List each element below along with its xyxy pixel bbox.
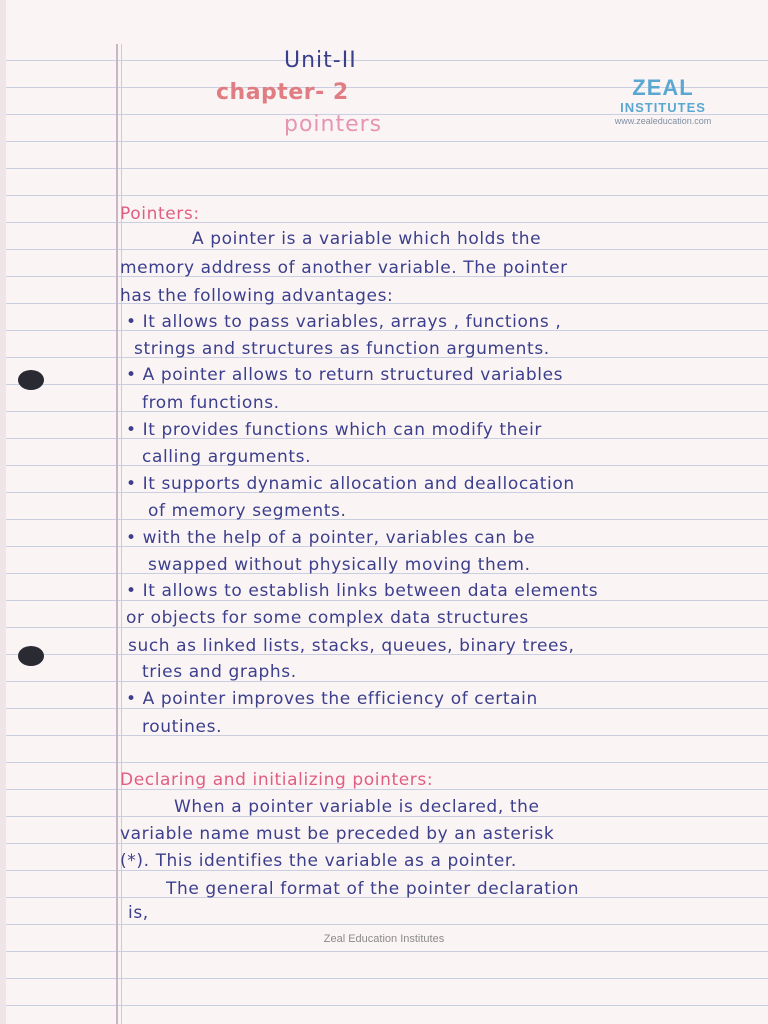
zeal-logo [598, 76, 728, 127]
text-line: memory address of another variable. The pointer [120, 258, 568, 278]
text-line: of memory segments. [148, 501, 347, 521]
bullet-item: • It allows to establish links between data elements [126, 581, 599, 601]
punch-hole-icon [18, 646, 44, 666]
chapter-title: chapter- 2 [216, 80, 349, 105]
logo-website: www.zealeducation.com [614, 116, 712, 126]
text-line: swapped without physically moving them. [148, 555, 531, 575]
margin-line [116, 44, 118, 1024]
bullet-item: • A pointer improves the efficiency of certain [126, 689, 538, 709]
footer-watermark: Zeal Education Institutes [323, 933, 445, 945]
logo-subtitle: INSTITUTES [620, 100, 706, 115]
logo-name: ZEAL [632, 75, 694, 100]
text-line: variable name must be preceded by an asterisk [120, 824, 555, 844]
bullet-item: • It allows to pass variables, arrays , functions , [126, 312, 562, 332]
text-line: strings and structures as function arguments. [134, 339, 550, 359]
text-line: or objects for some complex data structures [126, 608, 529, 628]
text-line: routines. [142, 717, 223, 737]
text-line: (*). This identifies the variable as a pointer. [120, 851, 517, 871]
section-heading-declaring: Declaring and initializing pointers: [120, 770, 434, 790]
text-line: from functions. [142, 393, 280, 413]
bullet-item: • A pointer allows to return structured variables [126, 365, 564, 385]
bullet-item: • It provides functions which can modify their [126, 420, 543, 440]
margin-line-inner [121, 44, 122, 1024]
text-line: is, [128, 903, 149, 923]
punch-hole-icon [18, 370, 44, 390]
text-line: tries and graphs. [142, 662, 297, 682]
text-line: such as linked lists, stacks, queues, binary trees, [128, 636, 575, 656]
text-line: The general format of the pointer declaration [166, 879, 580, 899]
unit-title: Unit-II [284, 48, 357, 73]
page-title: pointers [284, 112, 383, 137]
text-line: calling arguments. [142, 447, 312, 467]
section-heading-pointers: Pointers: [120, 204, 200, 224]
bullet-item: • It supports dynamic allocation and deallocation [126, 474, 575, 494]
text-line: A pointer is a variable which holds the [192, 229, 542, 249]
bullet-item: • with the help of a pointer, variables can be [126, 528, 536, 548]
text-line: has the following advantages: [120, 286, 394, 306]
page-top [0, 0, 768, 44]
text-line: When a pointer variable is declared, the [174, 797, 540, 817]
page-edge [0, 0, 6, 1024]
